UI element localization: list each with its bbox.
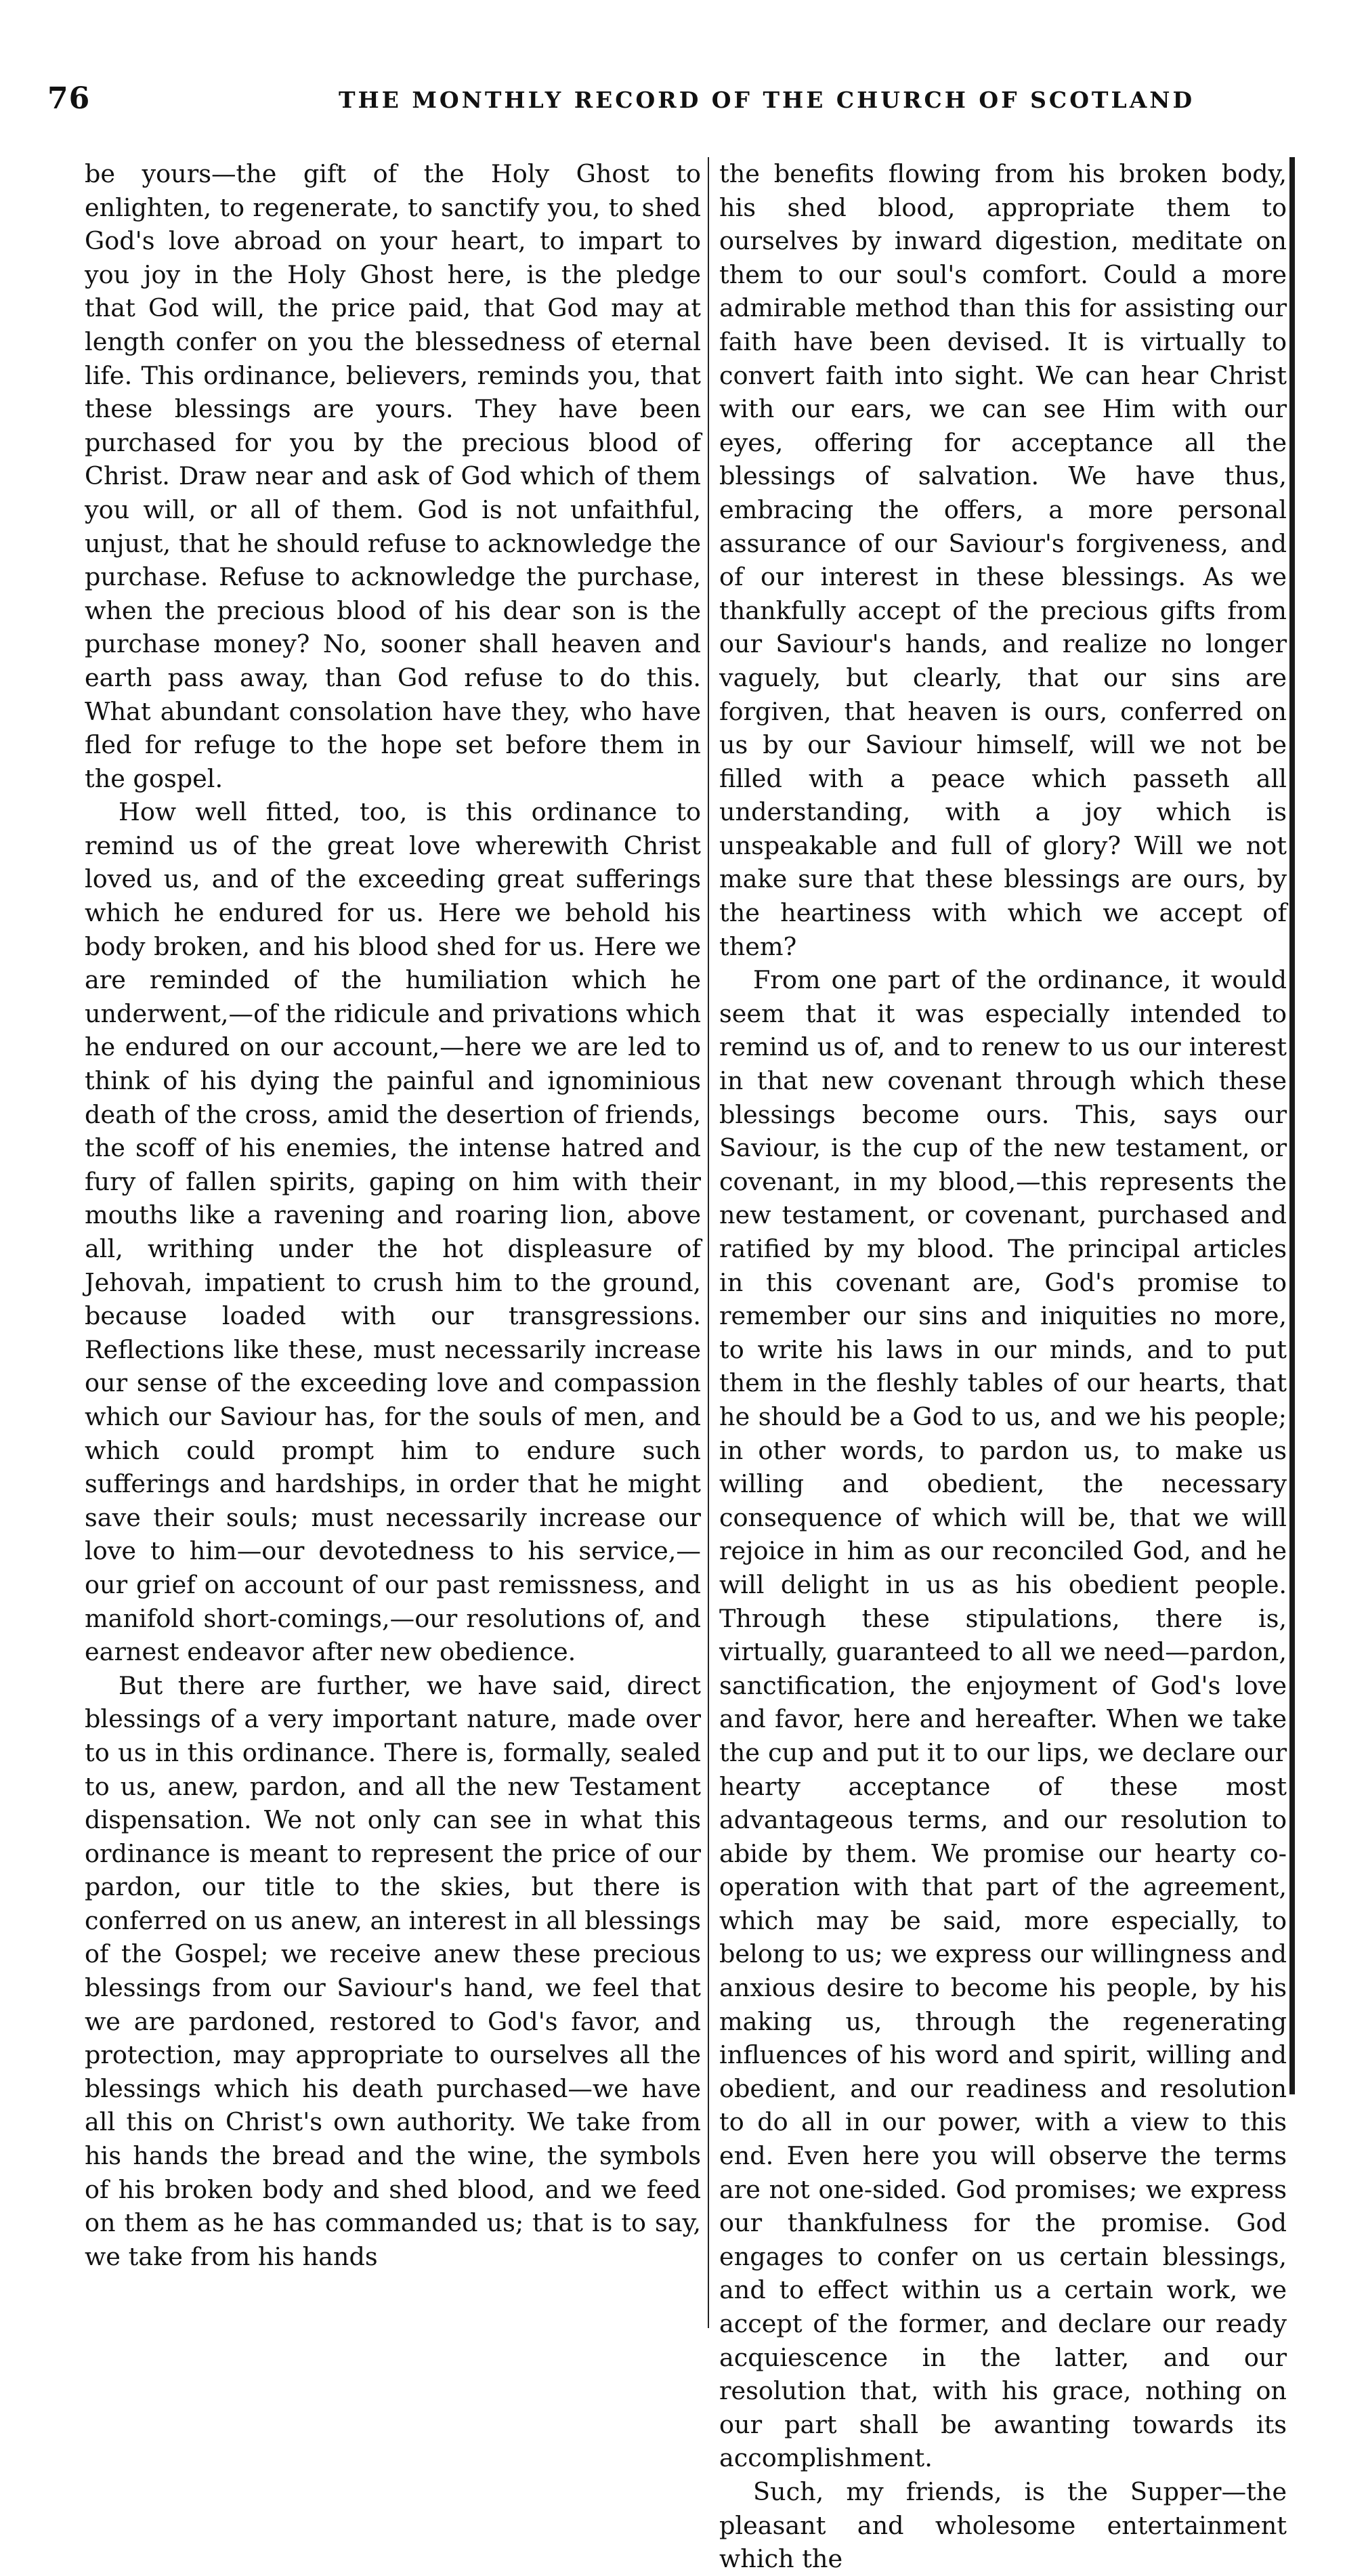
page-number: 76	[47, 81, 91, 116]
paragraph: Such, my friends, is the Supper—the pleasant and wholesome entertainment which the	[719, 2476, 1287, 2574]
page-edge-shadow	[1289, 157, 1295, 2094]
paragraph: How well fitted, too, is this ordinance to remind us of the great love wherewith Christ loved us, and of the exceeding great sufferings which he endured for us. Here we behold his body broken, and his blood shed for us. Here we are reminded of the humiliation which he underwent,—of the ridicule and privations which he endured on our account,—here we are led to think of his dying the painful and ignominious death of the cross, amid the desertion of friends, the scoff of his enemies, the intense hatred and fury of fallen spirits, gaping on him with their mouths like a ravening and roaring lion, above all, writhing under the hot displeasure of Jehovah, impatient to crush him to the ground, because loaded with our transgressions. Reflections like these, must necessarily increase our sense of the exceeding love and compassion which our Saviour has, for the souls of men, and which could prompt him to endure such sufferings and hardships, in order that he might save their souls; must necessarily increase our love to him—our devotedness to his service,—our grief on account of our past remissness, and manifold short-comings,—our resolutions of, and earnest endeavor after new obedience.	[85, 797, 701, 1667]
paragraph: From one part of the ordinance, it would seem that it was especially intended to remind us of, and to renew to us our interest in that new covenant through which these blessings become ours. This, says our Saviour, is the cup of the new testament, or covenant, in my blood,—this represents the new testament, or covenant, purchased and ratified by my blood. The principal articles in this covenant are, God's promise to remember our sins and iniquities no more, to write his laws in our minds, and to put them in the fleshly tables of our hearts, that he should be a God to us, and we his people; in other words, to pardon us, to make us willing and obedient, the necessary consequence of which will be, that we will rejoice in him as our reconciled God, and he will delight in us as his obedient people. Through these stipulations, there is, virtually, guaranteed to all we need—pardon, sanctification, the enjoyment of God's love and favor, here and hereafter. When we take the cup and put it to our lips, we declare our hearty acceptance of these most advantageous terms, and our resolution to abide by them. We promise our hearty co-operation with that part of the agreement, which may be said, more especially, to belong to us; we express our willingness and anxious desire to become his people, by his making us, through the regenerating influences of his word and spirit, willing and obedient, and our readiness and resolution to do all in our power, with a view to this end. Even here you will observe the terms are not one-sided. God promises; we express our thankfulness for the promise. God engages to confer on us certain blessings, and to effect within us a certain work, we accept of the former, and declare our ready acquiescence in the latter, and our resolution that, with his grace, nothing on our part shall be awanting towards its accomplishment.	[719, 965, 1287, 2473]
paragraph: But there are further, we have said, direct blessings of a very important nature, made over to us in this ordinance. There is, formally, sealed to us, anew, pardon, and all the new Testament dispensation. We not only can see in what this ordinance is meant to represent the price of our pardon, our title to the skies, but there is conferred on us anew, an interest in all blessings of the Gospel; we receive anew these precious blessings from our Saviour's hand, we feel that we are pardoned, restored to God's favor, and protection, may appropriate to ourselves all the blessings which his death purchased—we have all this on Christ's own authority. We take from his hands the bread and the wine, the symbols of his broken body and shed blood, and we feed on them as he has commanded us; that is to say, we take from his hands	[85, 1670, 701, 2271]
page-header	[47, 81, 1294, 135]
running-head: THE MONTHLY RECORD OF THE CHURCH OF SCOTLAND	[339, 87, 1195, 113]
column-divider	[708, 157, 709, 2328]
left-column	[85, 157, 701, 2331]
paragraph: the benefits flowing from his broken body, his shed blood, appropriate them to ourselves by inward digestion, meditate on them to our soul's comfort. Could a more admirable method than this for assisting our faith have been devised. It is virtually to convert faith into sight. We can hear Christ with our ears, we can see Him with our eyes, offering for acceptance all the blessings of salvation. We have thus, embracing the offers, a more personal assurance of our Saviour's forgiveness, and of our interest in these blessings. As we thankfully accept of the precious gifts from our Saviour's hands, and realize no longer vaguely, but clearly, that our sins are forgiven, that heaven is ours, conferred on us by our Saviour himself, will we not be filled with a peace which passeth all understanding, with a joy which is unspeakable and full of glory? Will we not make sure that these blessings are ours, by the heartiness with which we accept of them?	[719, 159, 1287, 961]
paragraph: be yours—the gift of the Holy Ghost to enlighten, to regenerate, to sanctify you, to shed God's love abroad on your heart, to impart to you joy in the Holy Ghost here, is the pledge that God will, the price paid, that God may at length confer on you the blessedness of eternal life. This ordinance, believers, reminds you, that these blessings are yours. They have been purchased for you by the precious blood of Christ. Draw near and ask of God which of them you will, or all of them. God is not unfaithful, unjust, that he should refuse to acknowledge the purchase. Refuse to acknowledge the purchase, when the precious blood of his dear son is the purchase money? No, sooner shall heaven and earth pass away, than God refuse to do this. What abundant consolation have they, who have fled for refuge to the hope set before them in the gospel.	[85, 159, 701, 793]
right-column	[719, 157, 1287, 2574]
